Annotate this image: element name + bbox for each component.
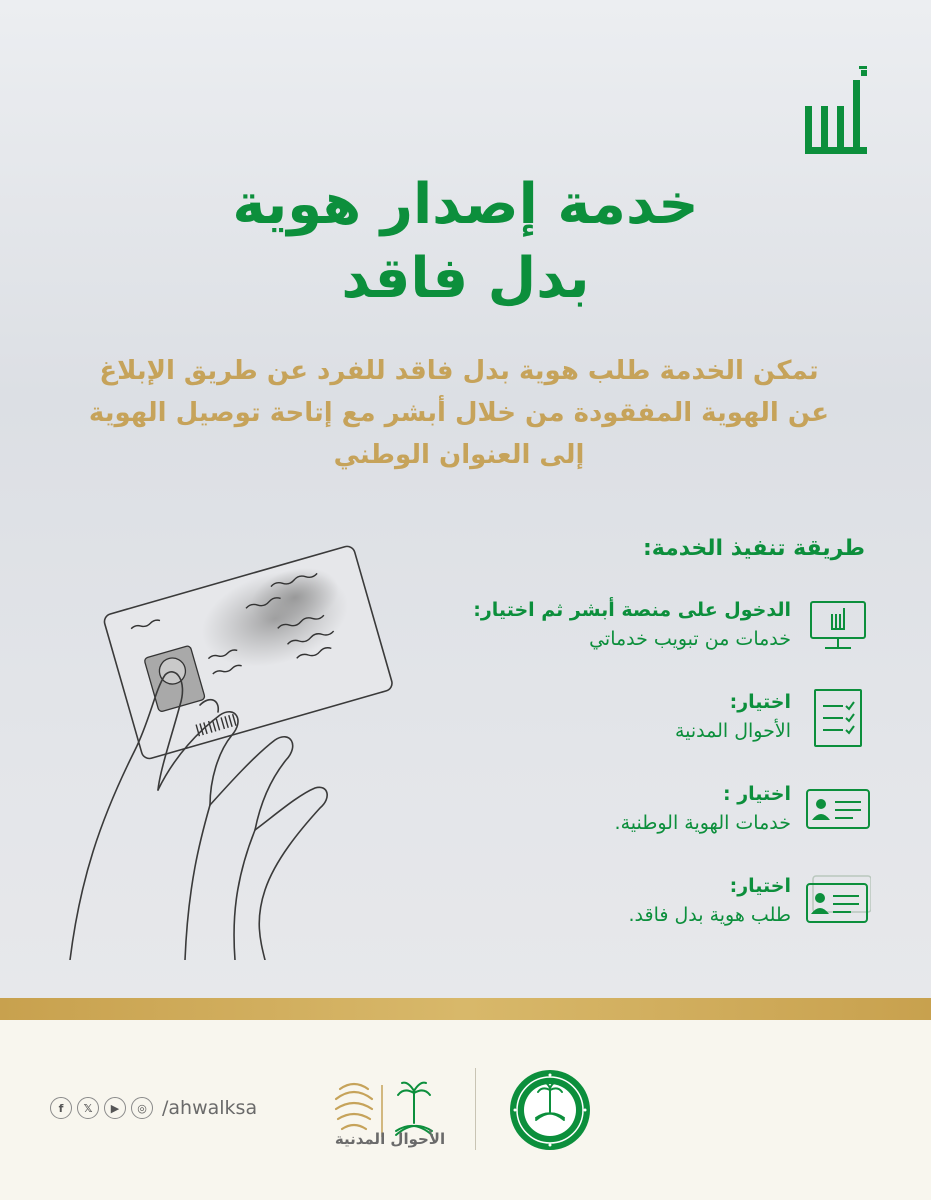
description-line-2: عن الهوية المفقودة من خلال أبشر مع إتاحة توصيل الهوية [88,398,830,428]
x-icon[interactable]: 𝕏 [77,1097,99,1119]
checklist-icon [805,688,871,748]
step-3-detail: خدمات الهوية الوطنية. [614,812,791,834]
social-handle[interactable]: /ahwalksa [162,1097,258,1119]
step-select-id-services [451,780,871,850]
gold-divider-bar [0,998,931,1020]
id-card-stack-icon [805,872,871,932]
absher-logo-icon [803,66,869,158]
social-links [50,1097,257,1119]
id-card-icon [805,780,871,840]
step-3-title: اختيار : [722,783,791,805]
step-select-civil-affairs [451,688,871,758]
step-2-title: اختيار: [729,691,791,713]
hand-holding-id-card-illustration [60,540,440,960]
ministry-emblem-icon [508,1068,592,1152]
instagram-icon[interactable]: ◎ [131,1097,153,1119]
civil-affairs-name: الأحوال المدنية [334,1130,446,1148]
footer-divider [475,1068,476,1150]
title-line-2: بدل فاقد [341,246,590,311]
step-1-title: الدخول على منصة أبشر ثم اختيار: [473,599,791,621]
service-description [59,350,859,476]
description-line-3: إلى العنوان الوطني [333,440,585,470]
description-line-1: تمكن الخدمة طلب هوية بدل فاقد للفرد عن طريق الإبلاغ [99,356,819,386]
monitor-absher-icon [805,596,871,656]
title-line-1: خدمة إصدار هوية [232,172,699,237]
step-login-absher [451,596,871,666]
step-request-lost-id [451,872,871,942]
steps-title: طريقة تنفيذ الخدمة: [642,536,865,561]
step-4-title: اختيار: [729,875,791,897]
step-2-detail: الأحوال المدنية [674,720,791,742]
page-title [0,168,931,316]
facebook-icon[interactable]: f [50,1097,72,1119]
step-1-detail: خدمات من تبويب خدماتي [589,628,791,650]
step-4-detail: طلب هوية بدل فاقد. [628,904,791,926]
youtube-icon[interactable]: ▶ [104,1097,126,1119]
